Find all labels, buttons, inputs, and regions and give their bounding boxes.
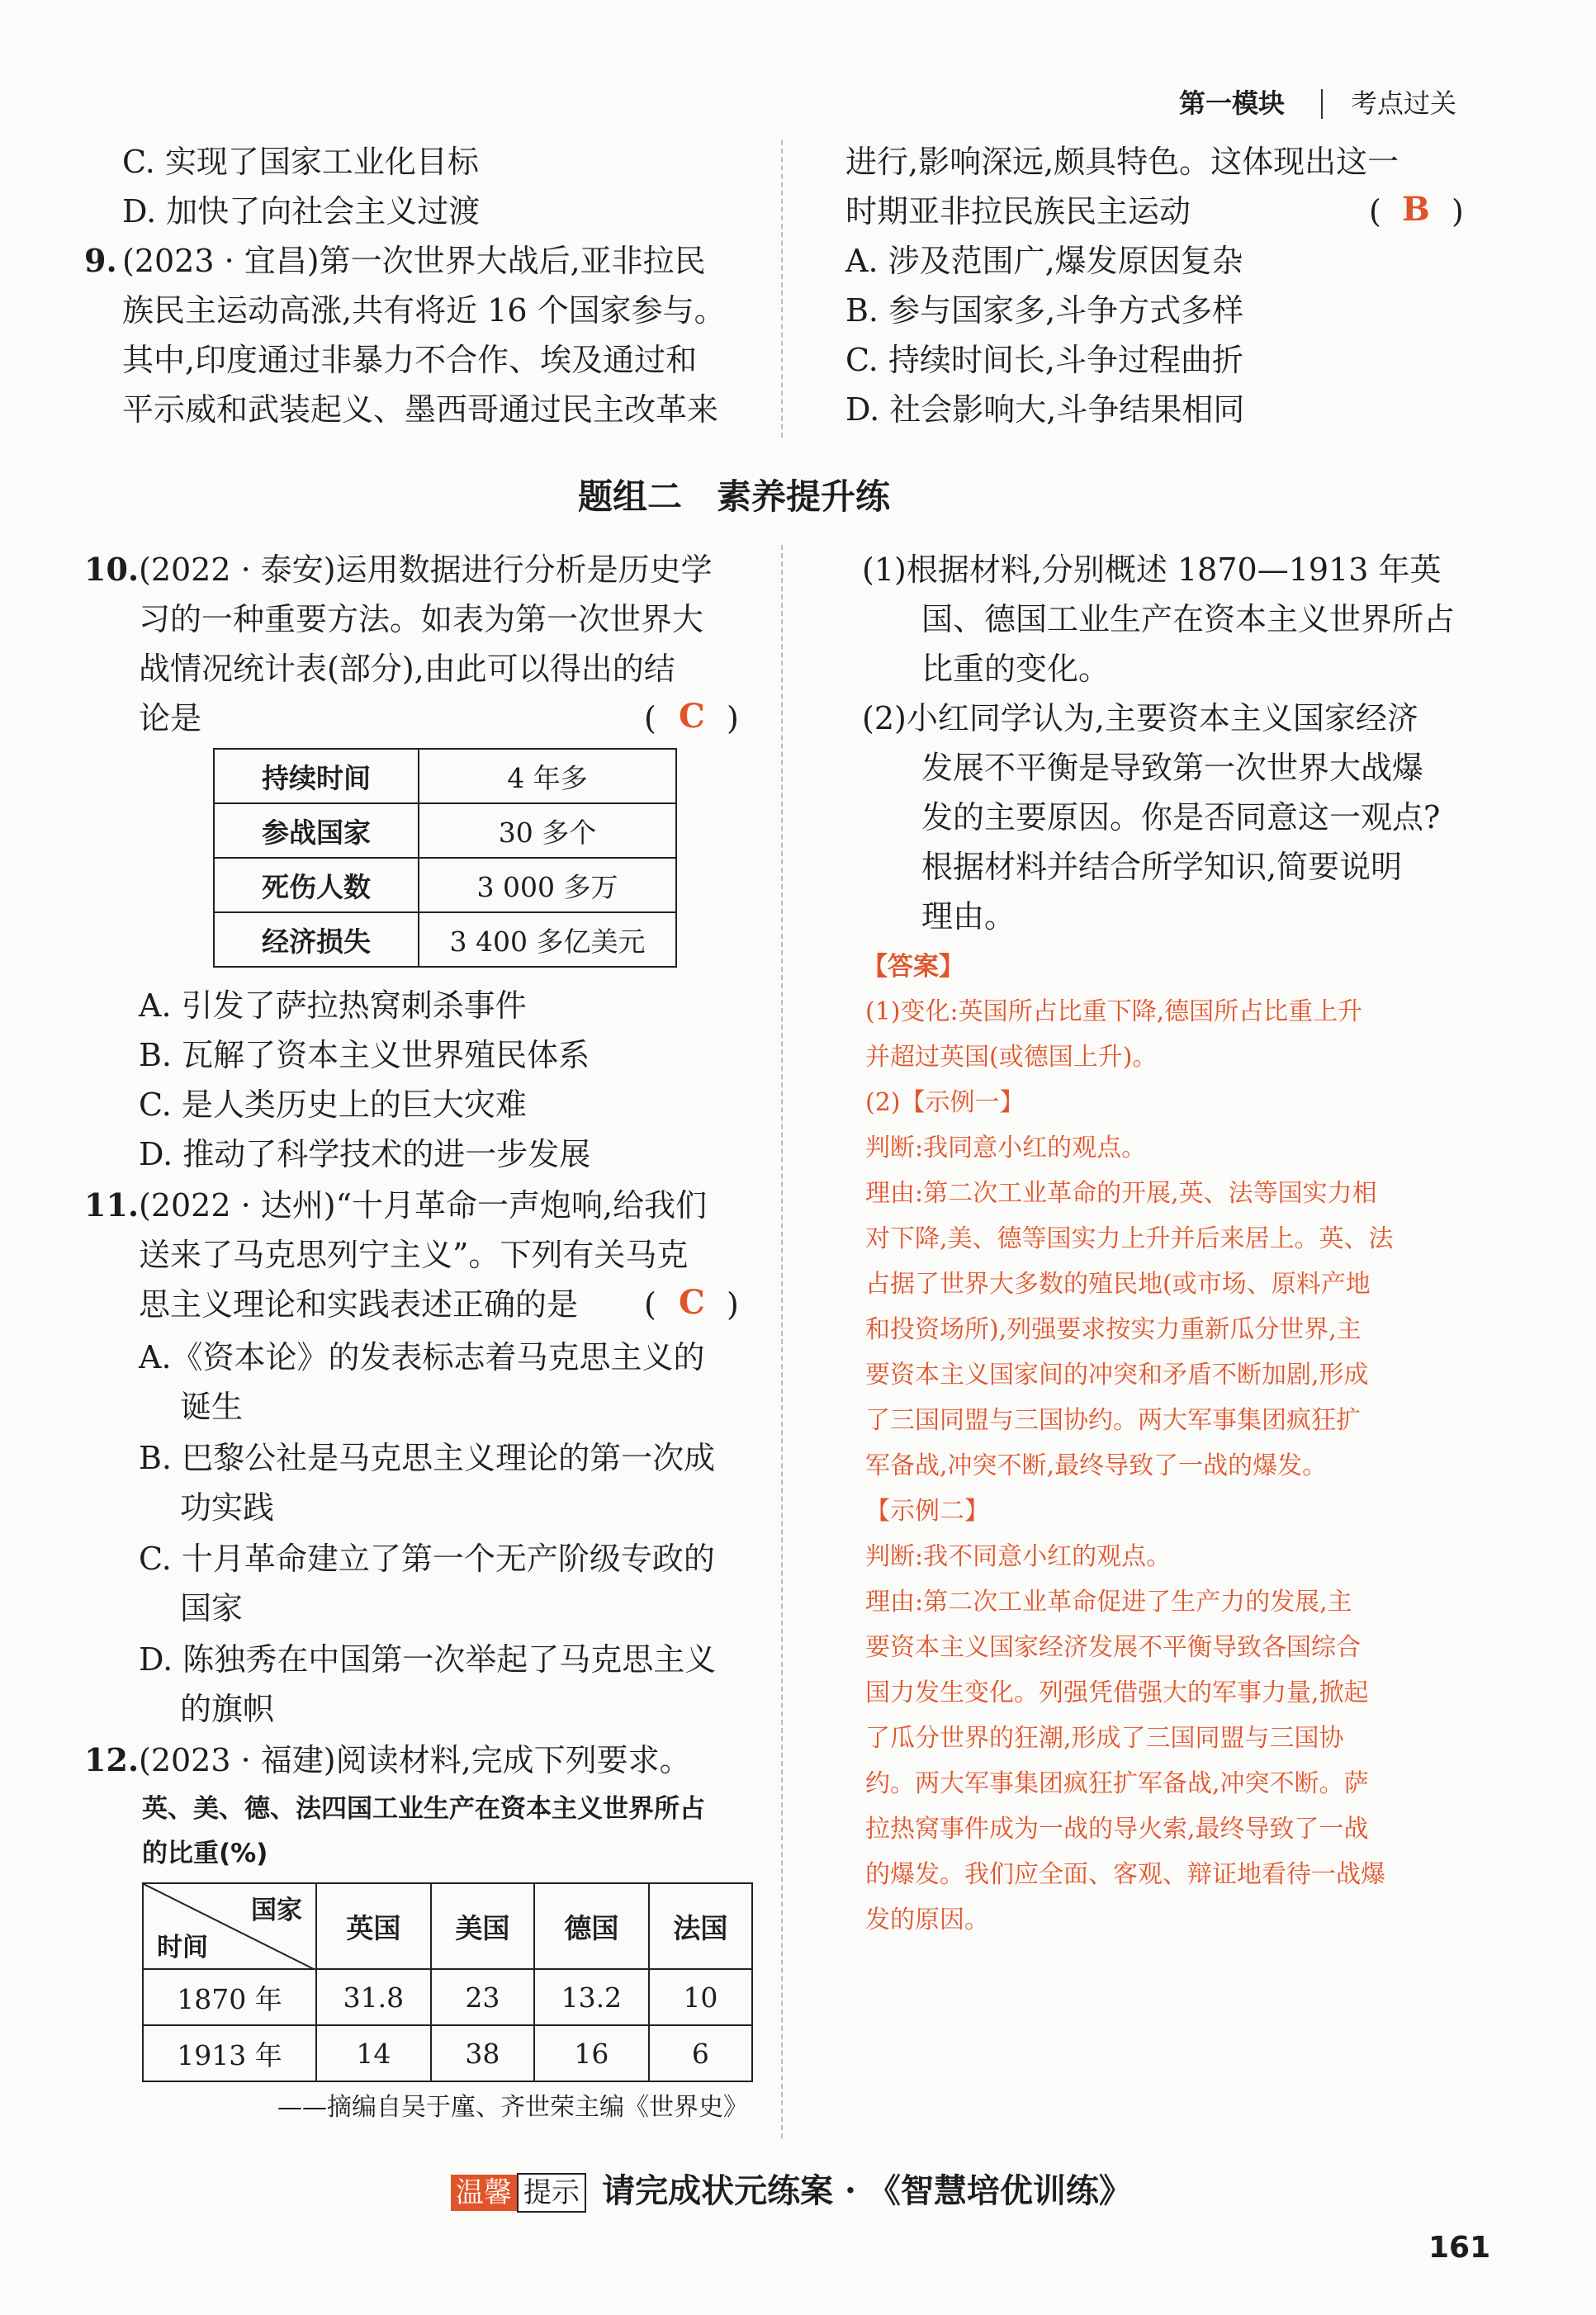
q10-answer: C xyxy=(679,697,705,736)
q11-answer: C xyxy=(679,1283,705,1322)
q9-line-3: 其中,印度通过非暴力不合作、埃及通过和 xyxy=(122,342,698,378)
q12-col-header: 德国 xyxy=(534,1883,649,1969)
q10-table-label: 持续时间 xyxy=(214,749,419,803)
answer-line: 了三国同盟与三国协约。两大军事集团疯狂扩 xyxy=(865,1406,1361,1435)
answer-line: 的爆发。我们应全面、客观、辩证地看待一战爆 xyxy=(865,1860,1385,1889)
q9-line-4: 平示威和武装起义、墨西哥通过民主改革来 xyxy=(122,391,719,428)
footer-text: 请完成状元练案 · 《智慧培优训练》 xyxy=(602,2171,1132,2210)
q12-sub1-line-3: 比重的变化。 xyxy=(921,651,1111,687)
answer-line: 国力发生变化。列强凭借强大的军事力量,掀起 xyxy=(865,1678,1369,1707)
corner-country-label: 国家 xyxy=(251,1896,302,1925)
q11-line-1: (2022 · 达州)“十月革命一声炮响,给我们 xyxy=(139,1187,708,1224)
q12-intro: (2023 · 福建)阅读材料,完成下列要求。 xyxy=(139,1742,691,1778)
q11-option-a: A.《资本论》的发表标志着马克思主义的 xyxy=(139,1339,705,1375)
q12-sub2-line-3: 发的主要原因。你是否同意这一观点? xyxy=(921,799,1441,836)
q11-paren-open: ( xyxy=(644,1286,656,1323)
q10-option-d: D. 推动了科学技术的进一步发展 xyxy=(139,1136,591,1172)
q12-source: ——摘编自吴于廑、齐世荣主编《世界史》 xyxy=(277,2093,748,2122)
q12-cell: 10 xyxy=(649,1969,752,2025)
q10-line-3: 战情况统计表(部分),由此可以得出的结 xyxy=(139,651,675,687)
q10-table-value: 3 400 多亿美元 xyxy=(419,912,676,967)
q12-cell: 31.8 xyxy=(316,1969,431,2025)
q10-paren-close: ) xyxy=(727,700,739,736)
answer-line: 要资本主义国家间的冲突和矛盾不断加剧,形成 xyxy=(865,1361,1369,1389)
q12-table-title: 英、美、德、法四国工业生产在资本主义世界所占 xyxy=(142,1794,705,1824)
q11-line-3: 思主义理论和实践表述正确的是 xyxy=(139,1286,579,1323)
header-separator xyxy=(1321,89,1323,119)
q9-line-2: 族民主运动高涨,共有将近 16 个国家参与。 xyxy=(122,292,726,329)
q11-option-c-cont: 国家 xyxy=(180,1590,244,1626)
q9-option-b: B. 参与国家多,斗争方式多样 xyxy=(845,292,1244,329)
q10-table-label: 参战国家 xyxy=(214,803,419,858)
q10-table-value: 30 多个 xyxy=(419,803,676,858)
q9-option-c: C. 持续时间长,斗争过程曲折 xyxy=(845,342,1243,378)
column-divider-main xyxy=(781,545,783,2138)
page-number: 161 xyxy=(1428,2231,1491,2265)
column-divider-top xyxy=(781,140,783,438)
q11-line-2: 送来了马克思列宁主义”。下列有关马克 xyxy=(139,1237,689,1273)
q10-option-b: B. 瓦解了资本主义世界殖民体系 xyxy=(139,1037,590,1073)
q9-line-6: 时期亚非拉民族民主运动 xyxy=(845,193,1191,230)
q9-line-1: (2023 · 宜昌)第一次世界大战后,亚非拉民 xyxy=(122,243,706,279)
q10-line-4: 论是 xyxy=(139,700,202,736)
q11-option-a-cont: 诞生 xyxy=(180,1389,244,1425)
q9-paren-close: ) xyxy=(1452,193,1464,230)
group2-title: 题组二 素养提升练 xyxy=(578,476,891,517)
q10-table-label: 死伤人数 xyxy=(214,858,419,912)
answer-line: 了瓜分世界的狂潮,形成了三国同盟与三国协 xyxy=(865,1724,1344,1753)
q12-sub2-line-5: 理由。 xyxy=(921,898,1016,935)
q12-corner-cell xyxy=(143,1883,316,1969)
q11-number: 11. xyxy=(84,1186,140,1224)
q12-col-header: 美国 xyxy=(431,1883,534,1969)
q12-table xyxy=(142,1882,753,2082)
q11-option-b-cont: 功实践 xyxy=(180,1489,275,1526)
q12-row-year: 1913 年 xyxy=(143,2025,316,2081)
header-section: 考点过关 xyxy=(1351,88,1457,119)
q10-line-2: 习的一种重要方法。如表为第一次世界大 xyxy=(139,601,704,637)
answer-line: 军备战,冲突不断,最终导致了一战的爆发。 xyxy=(865,1451,1328,1480)
q10-table xyxy=(213,748,677,968)
answer-label: 【答案】 xyxy=(862,952,964,982)
q12-cell: 16 xyxy=(534,2025,649,2081)
q12-sub2-line-4: 根据材料并结合所学知识,简要说明 xyxy=(921,849,1403,885)
answer-line: 【示例二】 xyxy=(865,1497,989,1526)
q11-option-d: D. 陈独秀在中国第一次举起了马克思主义 xyxy=(139,1641,717,1678)
q12-sub1-line-2: 国、德国工业生产在资本主义世界所占 xyxy=(921,601,1456,637)
q9-option-d: D. 社会影响大,斗争结果相同 xyxy=(845,391,1245,428)
answer-line: 判断:我同意小红的观点。 xyxy=(865,1134,1147,1162)
corner-time-label: 时间 xyxy=(157,1933,208,1962)
q12-col-header: 法国 xyxy=(649,1883,752,1969)
q9-answer: B xyxy=(1402,190,1430,229)
q11-option-d-cont: 的旗帜 xyxy=(180,1691,275,1727)
q10-line-1: (2022 · 泰安)运用数据进行分析是历史学 xyxy=(139,552,713,588)
q9-line-5: 进行,影响深远,颇具特色。这体现出这一 xyxy=(845,144,1399,180)
q10-table-value: 3 000 多万 xyxy=(419,858,676,912)
q12-cell: 38 xyxy=(431,2025,534,2081)
q11-option-c: C. 十月革命建立了第一个无产阶级专政的 xyxy=(139,1541,715,1577)
q10-table-value: 4 年多 xyxy=(419,749,676,803)
answer-line: 对下降,美、德等国实力上升并后来居上。英、法 xyxy=(865,1224,1394,1253)
answer-line: 和投资场所),列强要求按实力重新瓜分世界,主 xyxy=(865,1315,1362,1344)
q10-number: 10. xyxy=(84,551,140,588)
q8-option-c: C. 实现了国家工业化目标 xyxy=(122,144,479,180)
q10-option-a: A. 引发了萨拉热窝刺杀事件 xyxy=(139,987,527,1024)
answer-line: (2)【示例一】 xyxy=(865,1088,1025,1117)
q12-col-header: 英国 xyxy=(316,1883,431,1969)
q12-cell: 13.2 xyxy=(534,1969,649,2025)
q11-option-b: B. 巴黎公社是马克思主义理论的第一次成 xyxy=(139,1440,716,1476)
q12-sub1-line-1: (1)根据材料,分别概述 1870—1913 年英 xyxy=(862,552,1442,588)
q9-paren-open: ( xyxy=(1369,193,1381,230)
answer-line: 理由:第二次工业革命的开展,英、法等国实力相 xyxy=(865,1179,1377,1208)
q12-number: 12. xyxy=(84,1741,140,1778)
answer-line: 约。两大军事集团疯狂扩军备战,冲突不断。萨 xyxy=(865,1769,1369,1798)
q12-cell: 14 xyxy=(316,2025,431,2081)
q12-cell: 23 xyxy=(431,1969,534,2025)
footer-tip-badge-2: 提示 xyxy=(517,2173,586,2213)
q12-row-year: 1870 年 xyxy=(143,1969,316,2025)
q9-option-a: A. 涉及范围广,爆发原因复杂 xyxy=(845,243,1243,279)
answer-line: 判断:我不同意小红的观点。 xyxy=(865,1542,1172,1571)
q12-cell: 6 xyxy=(649,2025,752,2081)
q10-option-c: C. 是人类历史上的巨大灾难 xyxy=(139,1086,527,1123)
answer-line: 要资本主义国家经济发展不平衡导致各国综合 xyxy=(865,1633,1361,1662)
footer-tip xyxy=(451,2165,1132,2213)
q10-paren-open: ( xyxy=(644,700,656,736)
q12-sub2-line-1: (2)小红同学认为,主要资本主义国家经济 xyxy=(862,700,1418,736)
footer-tip-badge-1: 温馨 xyxy=(451,2175,517,2211)
header-module: 第一模块 xyxy=(1179,88,1286,119)
answer-line: (1)变化:英国所占比重下降,德国所占比重上升 xyxy=(865,997,1363,1026)
q11-paren-close: ) xyxy=(727,1286,739,1323)
answer-line: 发的原因。 xyxy=(865,1905,989,1934)
q12-sub2-line-2: 发展不平衡是导致第一次世界大战爆 xyxy=(921,750,1424,786)
q9-number: 9. xyxy=(84,242,117,279)
q8-option-d: D. 加快了向社会主义过渡 xyxy=(122,193,481,230)
q12-table-title-cont: 的比重(%) xyxy=(142,1839,268,1868)
answer-line: 占据了世界大多数的殖民地(或市场、原料产地 xyxy=(865,1270,1371,1299)
q10-table-label: 经济损失 xyxy=(214,912,419,967)
answer-line: 并超过英国(或德国上升)。 xyxy=(865,1043,1158,1072)
answer-line: 拉热窝事件成为一战的导火索,最终导致了一战 xyxy=(865,1815,1369,1844)
answer-line: 理由:第二次工业革命促进了生产力的发展,主 xyxy=(865,1588,1352,1617)
